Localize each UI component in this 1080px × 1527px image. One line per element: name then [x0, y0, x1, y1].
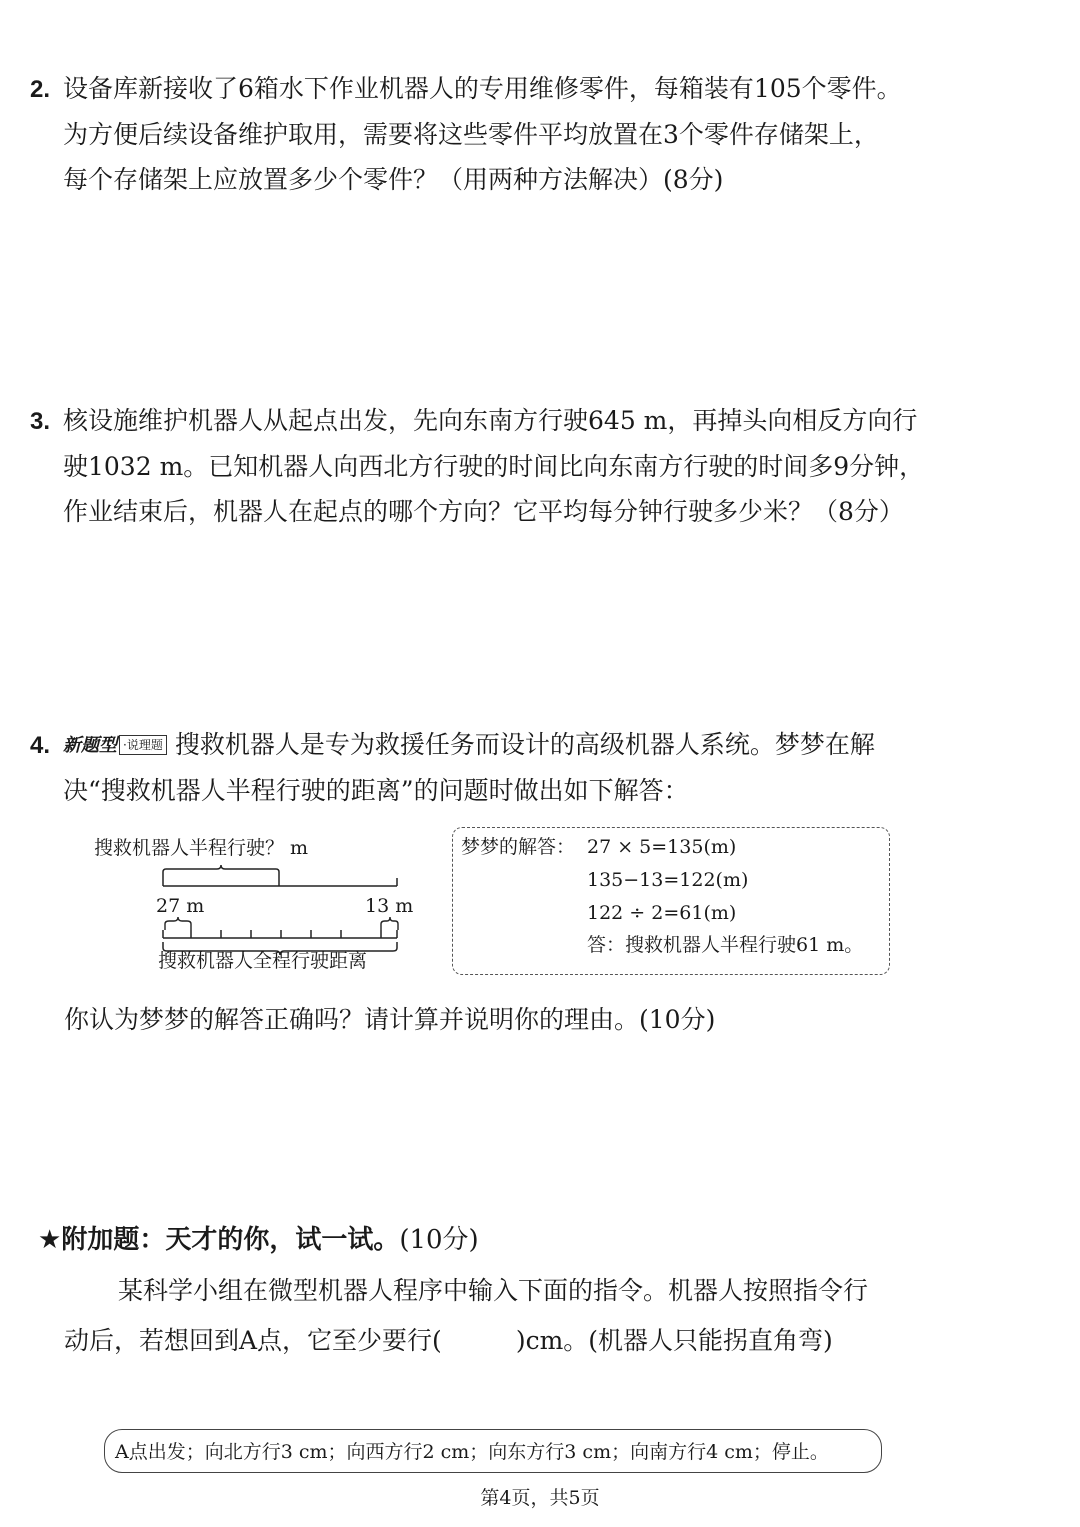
- meng-answer-box: [452, 827, 890, 975]
- answer-step-1: 27 × 5=135(m): [587, 836, 737, 858]
- question-2-line-1: [30, 66, 960, 112]
- question-4-prompt: 你认为梦梦的解答正确吗？请计算并说明你的理由。(10分): [64, 1005, 716, 1034]
- question-number: 2.: [30, 76, 51, 103]
- question-type-tag: ·说理题: [119, 735, 167, 755]
- page-footer: 第4页，共5页: [480, 1487, 600, 1509]
- answer-conclusion: 答：搜救机器人半程行驶61 m。: [587, 934, 864, 956]
- question-2-line-3: 每个存储架上应放置多少个零件？（用两种方法解决）(8分): [63, 165, 724, 194]
- diagram-top-label: 搜救机器人半程行驶？ m: [94, 837, 309, 859]
- half-brace: [163, 865, 279, 878]
- diagram-bottom-label: 搜救机器人全程行驶距离: [158, 950, 368, 972]
- question-2-line-2: 为方便后续设备维护取用，需要将这些零件平均放置在3个零件存储架上，: [63, 120, 879, 149]
- right-small-brace: [381, 917, 398, 930]
- question-number: 3.: [30, 408, 51, 435]
- answer-step-2: 135−13=122(m): [587, 869, 749, 891]
- diagram-left-label: 27 m: [156, 895, 205, 917]
- answer-step-3: 122 ÷ 2=61(m): [587, 902, 737, 924]
- question-3: [30, 398, 960, 534]
- left-small-brace: [165, 917, 191, 930]
- extra-line-2-before: 动后，若想回到A点，它至少要行(: [64, 1326, 442, 1355]
- question-3-line-2: 驶1032 m。已知机器人向西北方行驶的时间比向东南方行驶的时间多9分钟，: [63, 452, 925, 481]
- question-text: 搜救机器人是专为救援任务而设计的高级机器人系统。梦梦在解: [174, 730, 875, 759]
- question-number: 4.: [30, 732, 51, 759]
- extra-title-score: (10分): [399, 1225, 479, 1255]
- extra-title-bold: 附加题：天才的你，试一试。: [61, 1225, 400, 1255]
- command-box: A点出发；向北方行3 cm；向西方行2 cm；向东方行3 cm；向南方行4 cm；停止。: [104, 1429, 882, 1473]
- extra-question-title: [38, 1218, 479, 1262]
- diagram-right-label: 13 m: [365, 895, 414, 917]
- extra-line-2: [64, 1316, 964, 1366]
- question-text: 设备库新接收了6箱水下作业机器人的专用维修零件，每箱装有105个零件。: [63, 74, 902, 103]
- extra-line-2-after: )cm。(机器人只能拐直角弯): [515, 1326, 833, 1355]
- question-4-line-2: 决“搜救机器人半程行驶的距离”的问题时做出如下解答：: [63, 776, 689, 805]
- question-text: 核设施维护机器人从起点出发，先向东南方行驶645 m，再掉头向相反方向行: [63, 406, 918, 435]
- star-icon: ★: [38, 1225, 62, 1255]
- answer-prefix: 梦梦的解答：: [461, 836, 576, 858]
- question-3-line-3: 作业结束后，机器人在起点的哪个方向？它平均每分钟行驶多少米？（8分）: [63, 497, 904, 526]
- question-3-line-1: [30, 398, 960, 444]
- question-4: [30, 722, 960, 813]
- question-4-line-1: [30, 722, 960, 768]
- question-2: [30, 66, 960, 202]
- extra-line-1: 某科学小组在微型机器人程序中输入下面的指令。机器人按照指令行: [118, 1276, 869, 1305]
- line-segment-diagram: [90, 826, 430, 976]
- extra-question-body: [64, 1266, 964, 1366]
- new-type-tag: 新题型: [63, 735, 117, 755]
